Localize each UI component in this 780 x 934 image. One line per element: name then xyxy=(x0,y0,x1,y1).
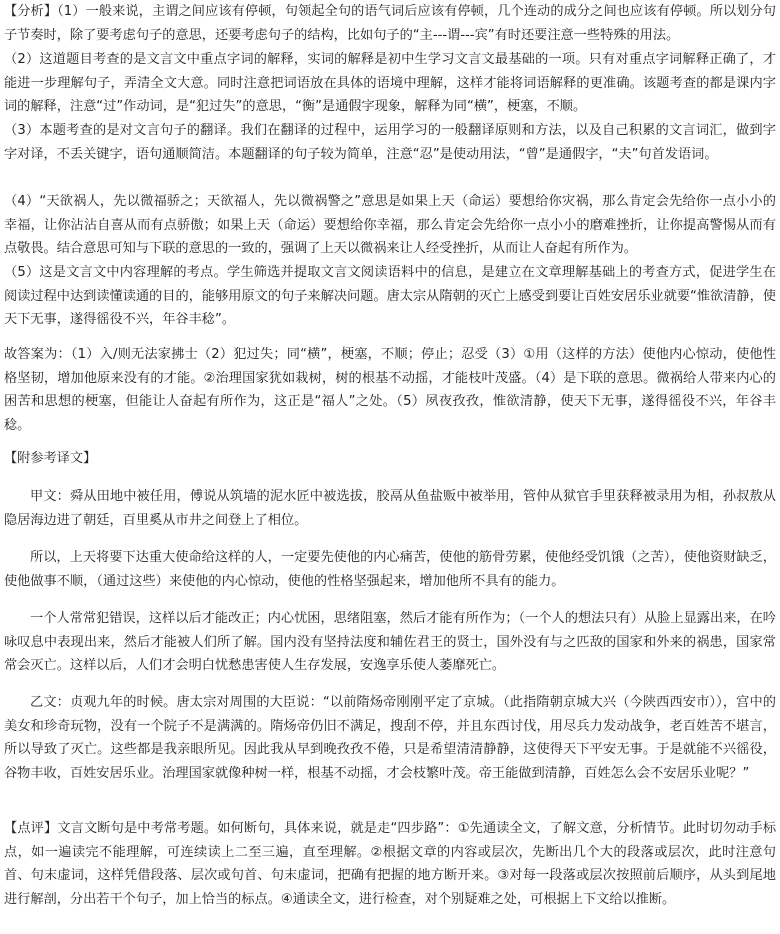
analysis-paragraph-1 xyxy=(4,0,776,47)
answer-paragraph: 故答案为：（1）入/则无法家拂士（2）犯过失；同“横”，梗塞，不顺；停止；忍受（3）①用（这样的方法）使他内心惊动，使他性格坚韧，增加他原来没有的才能。②治理国家犹如栽树，树的根基不动摇，才能枝叶茂盛。（4）是下联的意思。微祸给人带来内心的困苦和思想的梗塞，但能让人奋起有所作为，这正是“福人”之处。（5）夙夜孜孜，惟欲清静，使天下无事，遂得徭役不兴，年谷丰稔。 xyxy=(4,347,776,433)
translation-jia-paragraph-1: 甲文：舜从田地中被任用，傅说从筑墙的泥水匠中被选拔，胶鬲从鱼盐贩中被举用，管仲从狱官手里获释被录用为相，孙叔敖从隐居海边进了朝廷，百里奚从市井之间登上了相位。 xyxy=(4,489,776,528)
analysis-paragraph-4: （4）“天欲祸人，先以微福骄之；天欲福人，先以微祸警之”意思是如果上天（命运）要想给你灾祸，那么肯定会先给你一点小小的幸福，让你沾沾自喜从而有点骄傲；如果上天（命运）要想给你幸福，那么肯定会先给你一点小小的磨难挫折，让你提高警惕从而有点敬畏。结合意思可知与下联的意思的一致的，强调了上天以微祸来让人经受挫折，从而让人奋起有所作为。 xyxy=(4,194,776,257)
analysis-text-1: （1）一般来说，主谓之间应该有停顿，句领起全句的语气词后应该有停顿，几个连动的成分之间也应该有停顿。所以划分句子节奏时，除了要考虑句子的意思，还要考虑句子的结构，比如句子的“主---谓---宾”有时还要注意一些特殊的用法。 xyxy=(4,4,776,43)
comment-text: 文言文断句是中考常考题。如何断句，具体来说，就是走“四步路”：①先通读全文，了解文意，分析情节。此时切勿动手标点，如一遍读完不能理解，可连续读上二至三遍，直至理解。②根据文章的内容或层次，先断出几个大的段落或层次，此时注意句首、句末虚词，这样凭借段落、层次或句首、句末虚词，把确有把握的地方断开来。③对每一段落或层次按照前后顺序，从头到尾地进行解剖，分出若干个句子，加上恰当的标点。④通读全文，进行检查，对个别疑难之处，可根据上下文给以推断。 xyxy=(4,821,777,907)
translation-yi-paragraph: 乙文：贞观九年的时候。唐太宗对周围的大臣说：“以前隋炀帝刚刚平定了京城。（此指隋朝京城大兴（今陕西西安市）），宫中的美女和珍奇玩物，没有一个院子不是满满的。隋炀帝仍旧不满足，搜刮不停，并且东西讨伐，用尽兵力发动战争，老百姓苦不堪言，所以导致了灭亡。这些都是我亲眼所见。因此我从早到晚孜孜不倦，只是希望清清静静，这使得天下平安无事。于是就能不兴徭役，谷物丰收，百姓安居乐业。治理国家就像种树一样，根基不动摇，才会枝繁叶茂。帝王能做到清静，百姓怎么会不安居乐业呢？” xyxy=(4,695,776,781)
translation-tag: 【附参考译文】 xyxy=(4,451,97,466)
translation-jia-paragraph-3: 一个人常常犯错误，这样以后才能改正；内心忧困，思绪阻塞，然后才能有所作为；（一个人的想法只有）从脸上显露出来，在吟咏叹息中表现出来，然后才能被人们所了解。国内没有坚持法度和辅佐君王的贤士，国外没有与之匹敌的国家和外来的祸患，国家常常会灭亡。这样以后，人们才会明白忧愁患害使人生存发展，安逸享乐使人萎靡死亡。 xyxy=(4,611,776,674)
comment-tag: 【点评】 xyxy=(4,821,58,836)
comment-paragraph xyxy=(4,817,776,911)
analysis-paragraph-5: （5）这是文言文中内容理解的考点。学生筛选并提取文言文阅读语料中的信息，是建立在文章理解基础上的考查方式，促进学生在阅读过程中达到读懂读通的目的，能够用原文的句子来解决问题。唐太宗从隋朝的灭亡上感受到要让百姓安居乐业就要“惟欲清静，使天下无事，遂得徭役不兴，年谷丰稔”。 xyxy=(4,265,776,328)
analysis-paragraph-3: （3）本题考查的是对文言句子的翻译。我们在翻译的过程中，运用学习的一般翻译原则和方法，以及自己积累的文言词汇，做到字字对译，不丢关键字，语句通顺简洁。本题翻译的句子较为简单，注意“忍”是使动用法，“曾”是通假字，“夫”句首发语词。 xyxy=(4,123,776,162)
analysis-paragraph-2: （2）这道题目考查的是文言文中重点字词的解释，实词的解释是初中生学习文言文最基础的一项。只有对重点字词解释正确了，才能进一步理解句子，弄清全文大意。同时注意把词语放在具体的语境中理解，这样才能将词语解释的更准确。该题考查的都是课内字词的解释，注意“过”作动词，是“犯过失”的意思，“衡”是通假字现象，解释为同“横”，梗塞，不顺。 xyxy=(4,52,776,115)
translation-jia-paragraph-2: 所以，上天将要下达重大使命给这样的人，一定要先使他的内心痛苦，使他的筋骨劳累，使他经受饥饿（之苦），使他资财缺乏，使他做事不顺，（通过这些）来使他的内心惊动，使他的性格坚强起来，增加他所不具有的能力。 xyxy=(4,550,776,589)
analysis-tag: 【分析】 xyxy=(4,4,58,19)
